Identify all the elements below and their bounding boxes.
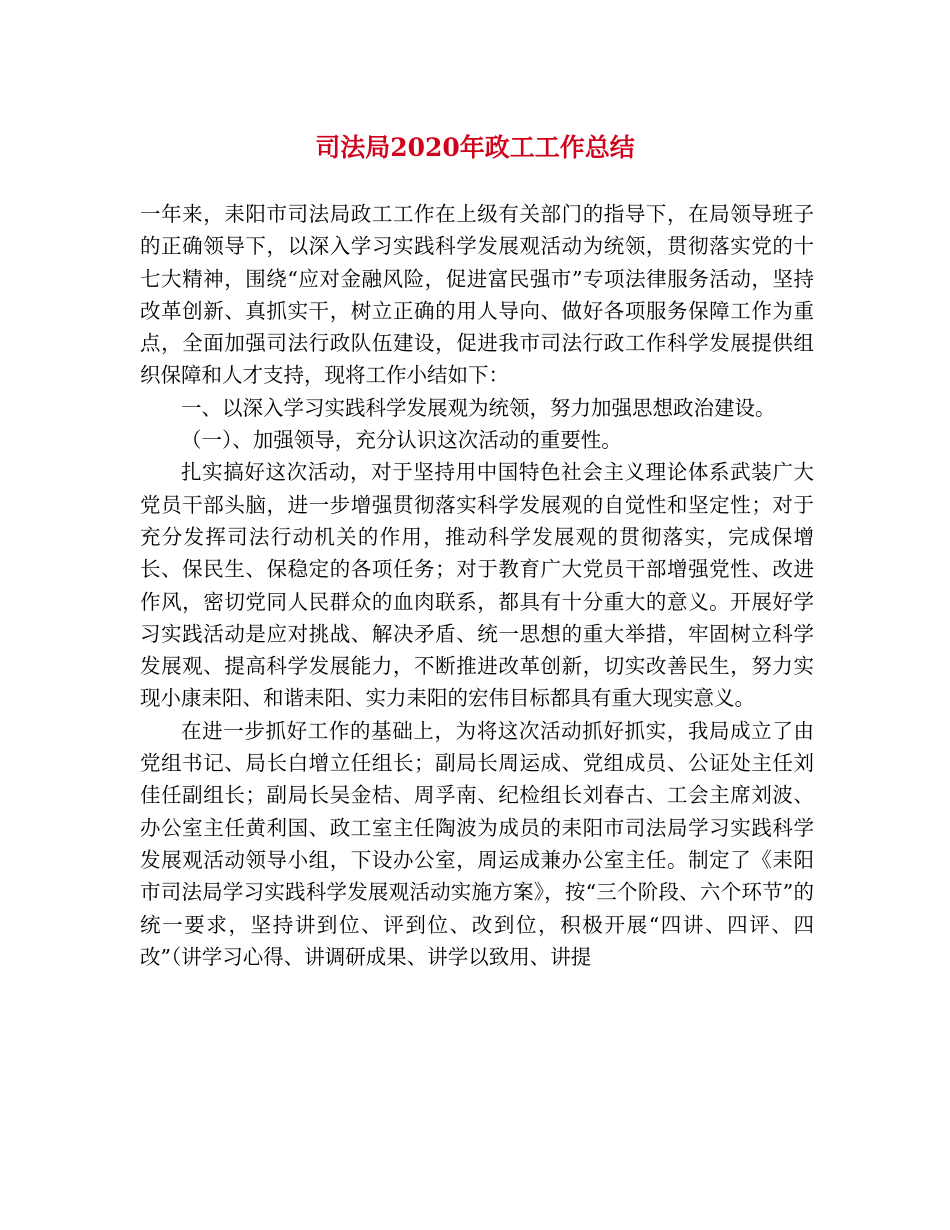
section-heading-1: 一、以深入学习实践科学发展观为统领，努力加强思想政治建设。 <box>181 395 776 420</box>
paragraph-intro: 一年来，耒阳市司法局政工工作在上级有关部门的指导下，在局领导班子的正确领导下，以深入学习实践科学发展观活动为统领，贯彻落实党的十七大精神，围绕“应对金融风险，促进富民强市”专项法律服务活动，坚持改革创新、真抓实干，树立正确的用人导向、做好各项服务保障工作为重点，全面加强司法行政队伍建设，促进我市司法行政工作科学发展提供组织保障和人才支持，现将工作小结如下： <box>140 202 814 388</box>
document-title: 司法局2020年政工工作总结 <box>315 133 635 162</box>
paragraph-significance: 扎实搞好这次活动，对于坚持用中国特色社会主义理论体系武装广大党员干部头脑，进一步增强贯彻落实科学发展观的自觉性和坚定性；对于充分发挥司法行动机关的作用，推动科学发展观的贯彻落实，完成保增长、保民生、保稳定的各项任务；对于教育广大党员干部增强党性、改进作风，密切党同人民群众的血肉联系，都具有十分重大的意义。开展好学习实践活动是应对挑战、解决矛盾、统一思想的重大举措，牢固树立科学发展观、提高科学发展能力，不断推进改革创新，切实改善民生，努力实现小康耒阳、和谐耒阳、实力耒阳的宏伟目标都具有重大现实意义。 <box>140 460 814 711</box>
subsection-heading-1: （一）、加强领导，充分认识这次活动的重要性。 <box>181 428 622 453</box>
paragraph-organization: 在进一步抓好工作的基础上，为将这次活动抓好抓实，我局成立了由党组书记、局长白增立任组长；副局长周运成、党组成员、公证处主任刘佳任副组长；副局长吴金桔、周孚南、纪检组长刘春古、工会主席刘波、办公室主任黄利国、政工室主任陶波为成员的耒阳市司法局学习实践科学发展观活动领导小组，下设办公室，周运成兼办公室主任。制定了《耒阳市司法局学习实践科学发展观活动实施方案》，按“三个阶段、六个环节”的统一要求，坚持讲到位、评到位、改到位，积极开展“四讲、四评、四改”（讲学习心得、讲调研成果、讲学以致用、讲提 <box>140 718 814 969</box>
document-body <box>140 198 814 973</box>
